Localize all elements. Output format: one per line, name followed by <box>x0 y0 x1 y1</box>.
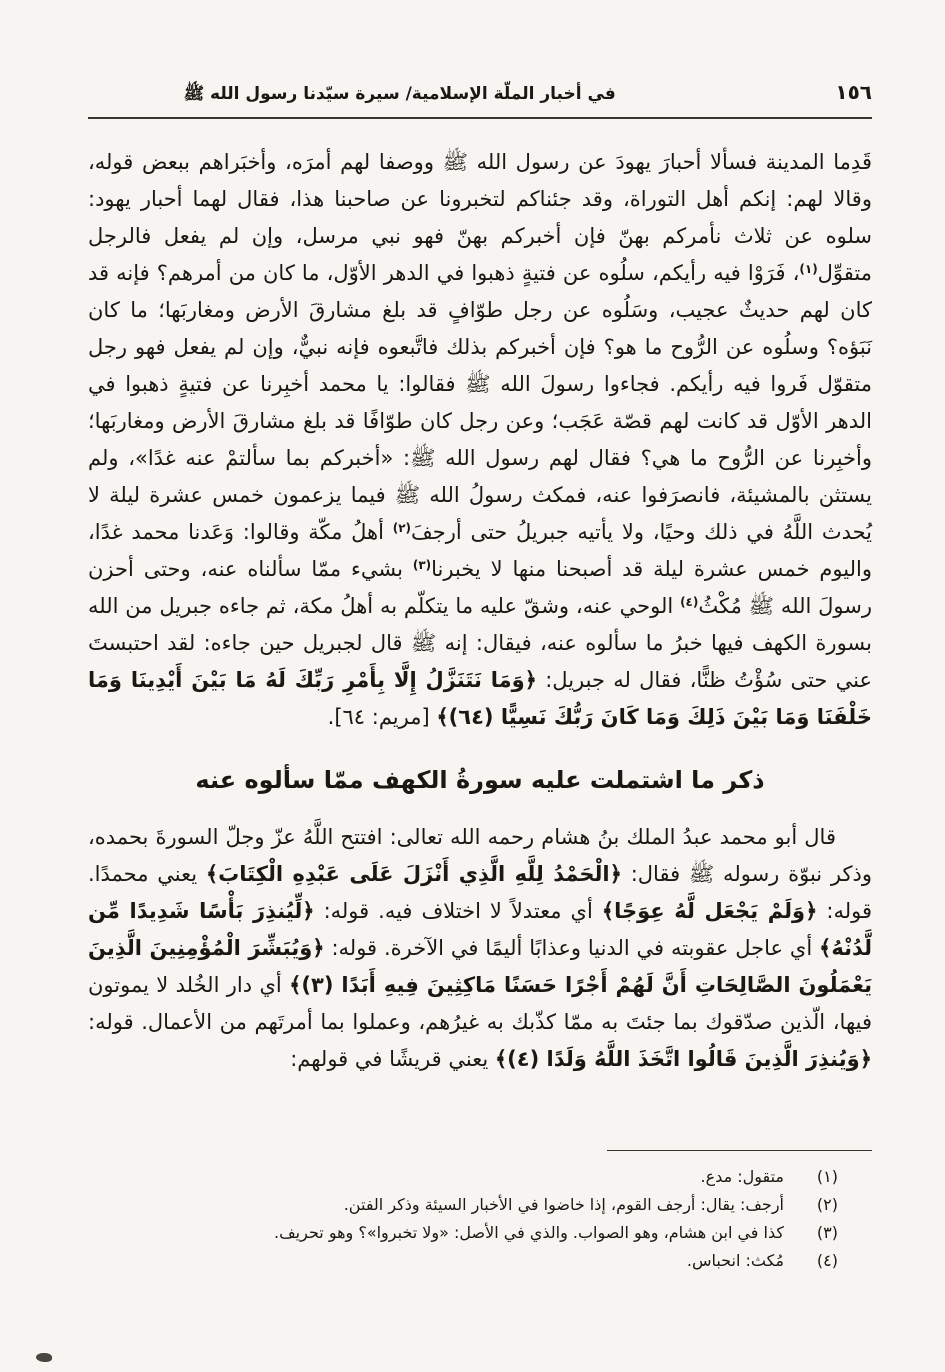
body-paragraph-2 <box>88 819 872 1078</box>
footnote-marker: (٤) <box>680 595 699 609</box>
running-head-title: في أخبار الملّة الإسلامية/ سيرة سيّدنا رسول الله ﷺ <box>183 84 616 104</box>
footnote-row-3 <box>88 1219 872 1247</box>
footnote-number: (٤) <box>816 1251 838 1270</box>
footnote-number: (٢) <box>816 1195 838 1214</box>
footnote-text: متقول: مدع. <box>700 1167 784 1186</box>
footnote-text: مُكث: انحباس. <box>686 1251 784 1270</box>
text-run: قَدِما المدينة فسألا أحبارَ يهودَ عن رسول الله ﷺ ووصفا لهم أمرَه، وأخبَراهم ببعض قوله، وقالا لهم: إنكم أهل التوراة، وقد جئناكم لتخبرونا عن صاحبنا هذا، فقال لهما أحبار يهود: سلوه عن ثلاث نأمركم بهنّ فإن أخبركم بهنّ فهو نبي مرسل، وإن لم يفعل فالرجل متقوِّل <box>88 150 872 285</box>
text-run: أي عاجل عقوبته في الدنيا وعذابًا أليمًا في الآخرة. قوله: <box>324 936 820 960</box>
quran-verse: ﴿وَمَا نَتَنَزَّلُ إِلَّا بِأَمْرِ رَبِّكَ لَهُ مَا بَيْنَ أَيْدِينَا وَمَا خَلْفَنَا وَمَا بَيْنَ ذَلِكَ وَمَا كَانَ رَبُّكَ نَسِيًّا (٦٤)﴾ <box>88 668 872 729</box>
page-number: ١٥٦ <box>835 80 872 104</box>
text-run: أي دار الخُلد لا يموتون فيها، الّذين صدّقوك بما جئتَ به ممّا كذّبك به غيرُهم، وعملوا بما أمرتَهم من الأعمال. قوله: <box>88 973 872 1034</box>
quran-verse: ﴿الْحَمْدُ لِلَّهِ الَّذِي أَنْزَلَ عَلَى عَبْدِهِ الْكِتَابَ﴾ <box>205 862 622 886</box>
footnote-text: أرجف: يقال: أرجف القوم، إذا خاضوا في الأخبار السيئة وذكر الفتن. <box>343 1195 784 1214</box>
page-body <box>88 144 872 1078</box>
header-divider <box>88 117 872 119</box>
footnote-number: (١) <box>816 1167 838 1186</box>
footnote-row-2 <box>88 1191 872 1219</box>
text-run: يعني محمدًا. قوله: <box>88 862 873 923</box>
quran-verse: ﴿وَيُنذِرَ الَّذِينَ قَالُوا اتَّخَذَ اللَّهُ وَلَدًا (٤)﴾ <box>494 1047 872 1071</box>
quran-verse: ﴿وَلَمْ يَجْعَل لَّهُ عِوَجًا﴾ <box>601 899 818 923</box>
footnote-row-1 <box>88 1163 872 1191</box>
quran-verse: ﴿لِّيُنذِرَ بَأْسًا شَدِيدًا مِّن لَّدُنْهُ﴾ <box>88 899 872 960</box>
text-run: بشيء ممّا سألناه عنه، وحتى أحزن رسولَ الله ﷺ مُكْثُ <box>88 557 872 618</box>
section-heading: ذكر ما اشتملت عليه سورةُ الكهف ممّا سألوه عنه <box>195 766 765 794</box>
body-paragraph-1 <box>88 144 872 736</box>
text-run: ، فَرَوْا فيه رأيكم، سلُوه عن فتيةٍ ذهبوا في الدهر الأوّل، ما كان من أمرهم؟ فإنه قد كان لهم حديثٌ عجيب، وسَلُوه عن رجل طوّافٍ قد بلغ مشارقَ الأرض ومغاربَها؛ ما كان نَبَؤه؟ وسلُوه عن الرُّوح ما هو؟ فإن أخبركم بذلك فاتَّبعوه فإنه نبيٌّ، وإن لم يفعل فهو رجل متقوّل فَروا فيه رأيكم. فجاءوا رسولَ الله ﷺ فقالوا: يا محمد أخبِرنا عن فتيةٍ ذهبوا في الدهر الأوّل قد كانت لهم قصّة عَجَب؛ وعن رجل كان طوّافًا قد بلغ مشارقَ الأرض ومغاربَها؛ وأخبِرنا عن الرُّوح ما هي؟ فقال لهم رسول الله ﷺ: «أخبركم بما سألتمْ عنه غدًا»، ولم يستثن بالمشيئة، فانصرَفوا عنه، فمكث رسولُ الله ﷺ فيما يزعمون خمس عشرة ليلة لا يُحدث اللَّهُ في ذلك وحيًا، ولا يأتيه جبريلُ حتى أرجفَ <box>88 261 873 544</box>
text-run: قال أبو محمد عبدُ الملك بنُ هشام رحمه الله تعالى: افتتح اللَّهُ عزّ وجلّ السورةَ بحمده، وذكر نبوّة رسوله ﷺ فقال: <box>88 825 872 886</box>
text-run: أي معتدلاً لا اختلاف فيه. قوله: <box>314 899 602 923</box>
footnote-divider <box>607 1150 872 1151</box>
footnote-marker: (٣) <box>412 558 432 572</box>
footnotes-section <box>88 1150 872 1275</box>
text-run: [مريم: ٦٤]. <box>327 705 437 729</box>
footnote-text: كذا في ابن هشام، وهو الصواب. والذي في الأصل: «ولا تخبروا»؟ وهو تحريف. <box>274 1223 784 1242</box>
text-run: الوحي عنه، وشقّ عليه ما يتكلّم به أهلُ مكة، ثم جاءه جبريل من الله بسورة الكهف فيها خبرُ ما سألوه عنه، فيقال: إنه ﷺ قال لجبريل حين جاءه: لقد احتبستَ عني حتى سُؤْتُ ظنًّا، فقال له جبريل: <box>88 594 872 692</box>
text-run: يعني قريشًا في قولهم: <box>290 1047 495 1071</box>
scan-artifact <box>36 1353 52 1362</box>
footnote-number: (٣) <box>816 1223 838 1242</box>
page-header <box>88 80 872 108</box>
footnote-marker: (١) <box>799 262 818 276</box>
footnote-marker: (٢) <box>392 521 411 535</box>
text-run: أهلُ مكّة وقالوا: وَعَدنا محمد غدًا، واليوم خمس عشرة ليلة قد أصبحنا منها لا يخبرنا <box>88 520 872 581</box>
quran-verse: ﴿وَيُبَشِّرَ الْمُؤْمِنِينَ الَّذِينَ يَعْمَلُونَ الصَّالِحَاتِ أَنَّ لَهُمْ أَجْرًا حَسَنًا مَاكِثِينَ فِيهِ أَبَدًا (٣)﴾ <box>88 936 872 997</box>
footnote-row-4 <box>88 1247 872 1275</box>
